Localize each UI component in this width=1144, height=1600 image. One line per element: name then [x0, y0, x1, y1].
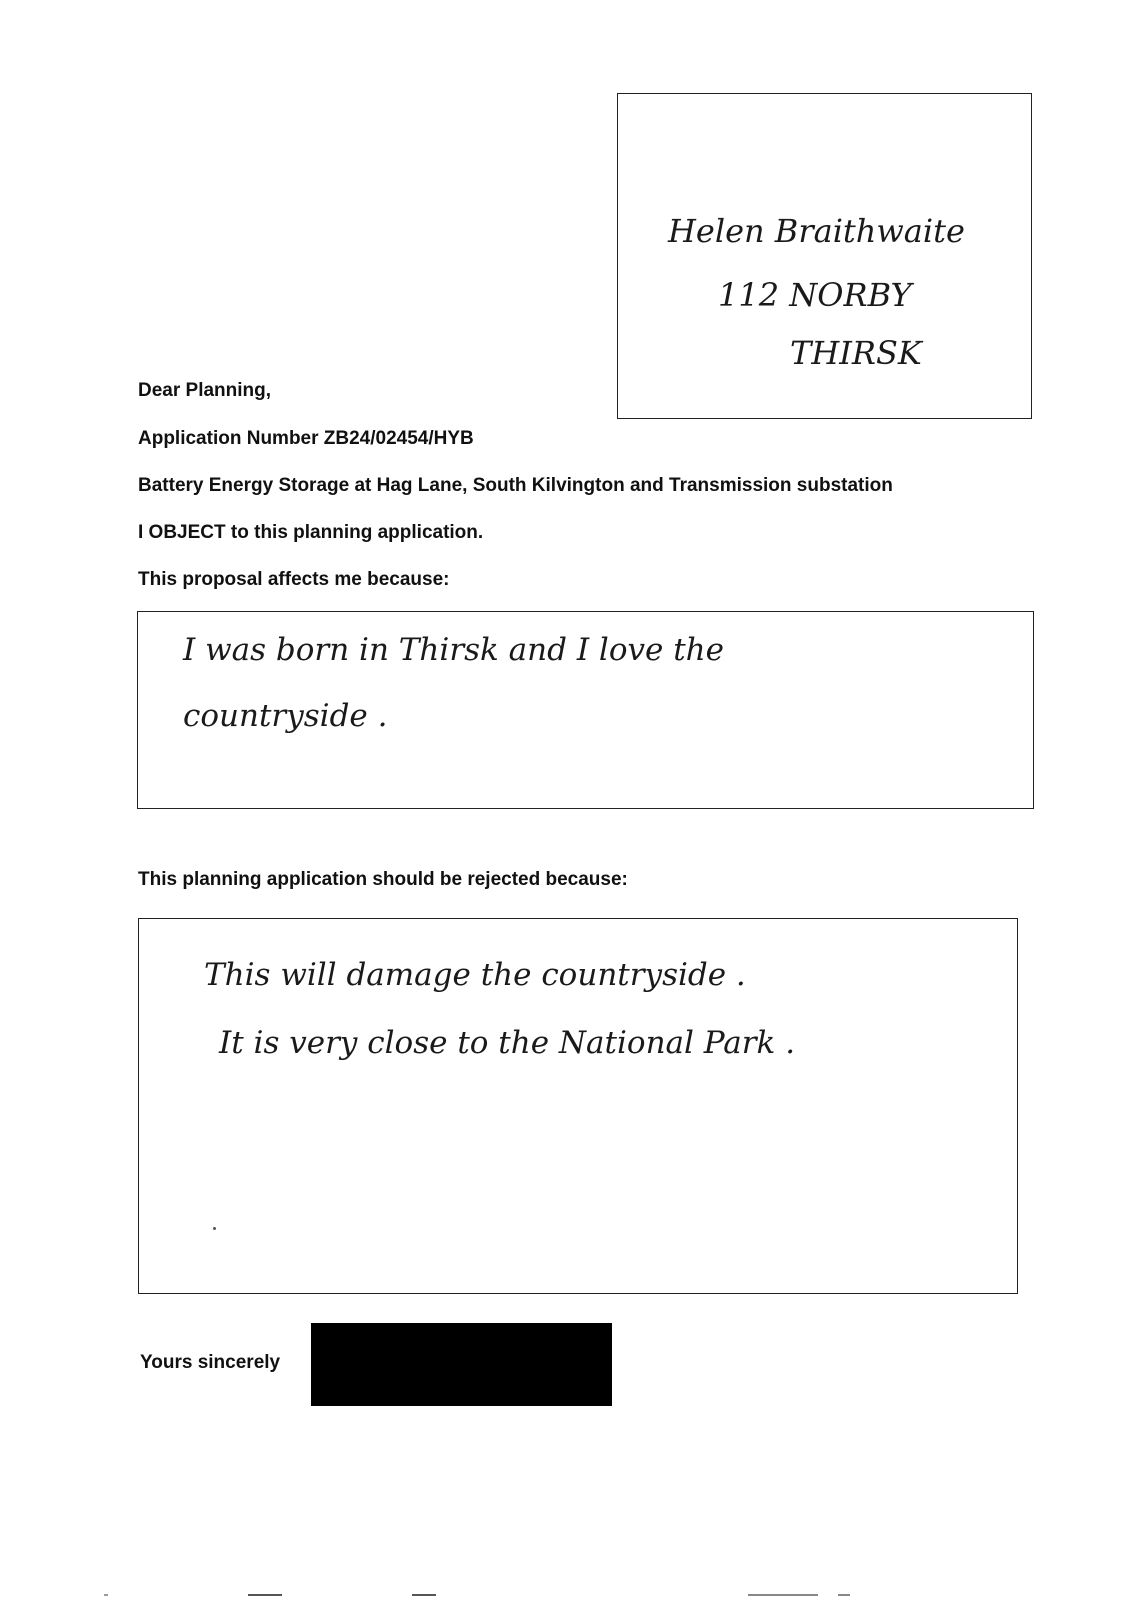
affects-line: countryside . [183, 698, 388, 734]
affects-heading: This proposal affects me because: [138, 569, 450, 590]
handwritten-street: 112 NORBY [718, 276, 912, 314]
salutation: Dear Planning, [138, 380, 272, 401]
rejected-line: It is very close to the National Park . [219, 1025, 796, 1061]
address-box [617, 93, 1032, 419]
scan-artifact [248, 1594, 282, 1596]
application-site: Battery Energy Storage at Hag Lane, South Kilvington and Transmission substation [138, 475, 893, 496]
closing: Yours sincerely [140, 1352, 281, 1373]
rejected-response-box [138, 918, 1018, 1294]
rejected-heading: This planning application should be rejected because: [138, 869, 628, 890]
signature-redaction [311, 1323, 612, 1406]
scan-artifact [104, 1594, 108, 1596]
affects-response-box [137, 611, 1034, 809]
scan-artifact [748, 1594, 818, 1596]
rejected-line: This will damage the countryside . [204, 957, 746, 993]
scan-artifact [838, 1594, 850, 1596]
affects-line: I was born in Thirsk and I love the [183, 632, 724, 668]
objection-statement: I OBJECT to this planning application. [138, 522, 484, 543]
scan-speck [213, 1227, 216, 1230]
scan-artifact [412, 1594, 436, 1596]
application-number: Application Number ZB24/02454/HYB [138, 428, 474, 449]
handwritten-town: THIRSK [790, 334, 922, 372]
handwritten-name: Helen Braithwaite [668, 212, 965, 250]
